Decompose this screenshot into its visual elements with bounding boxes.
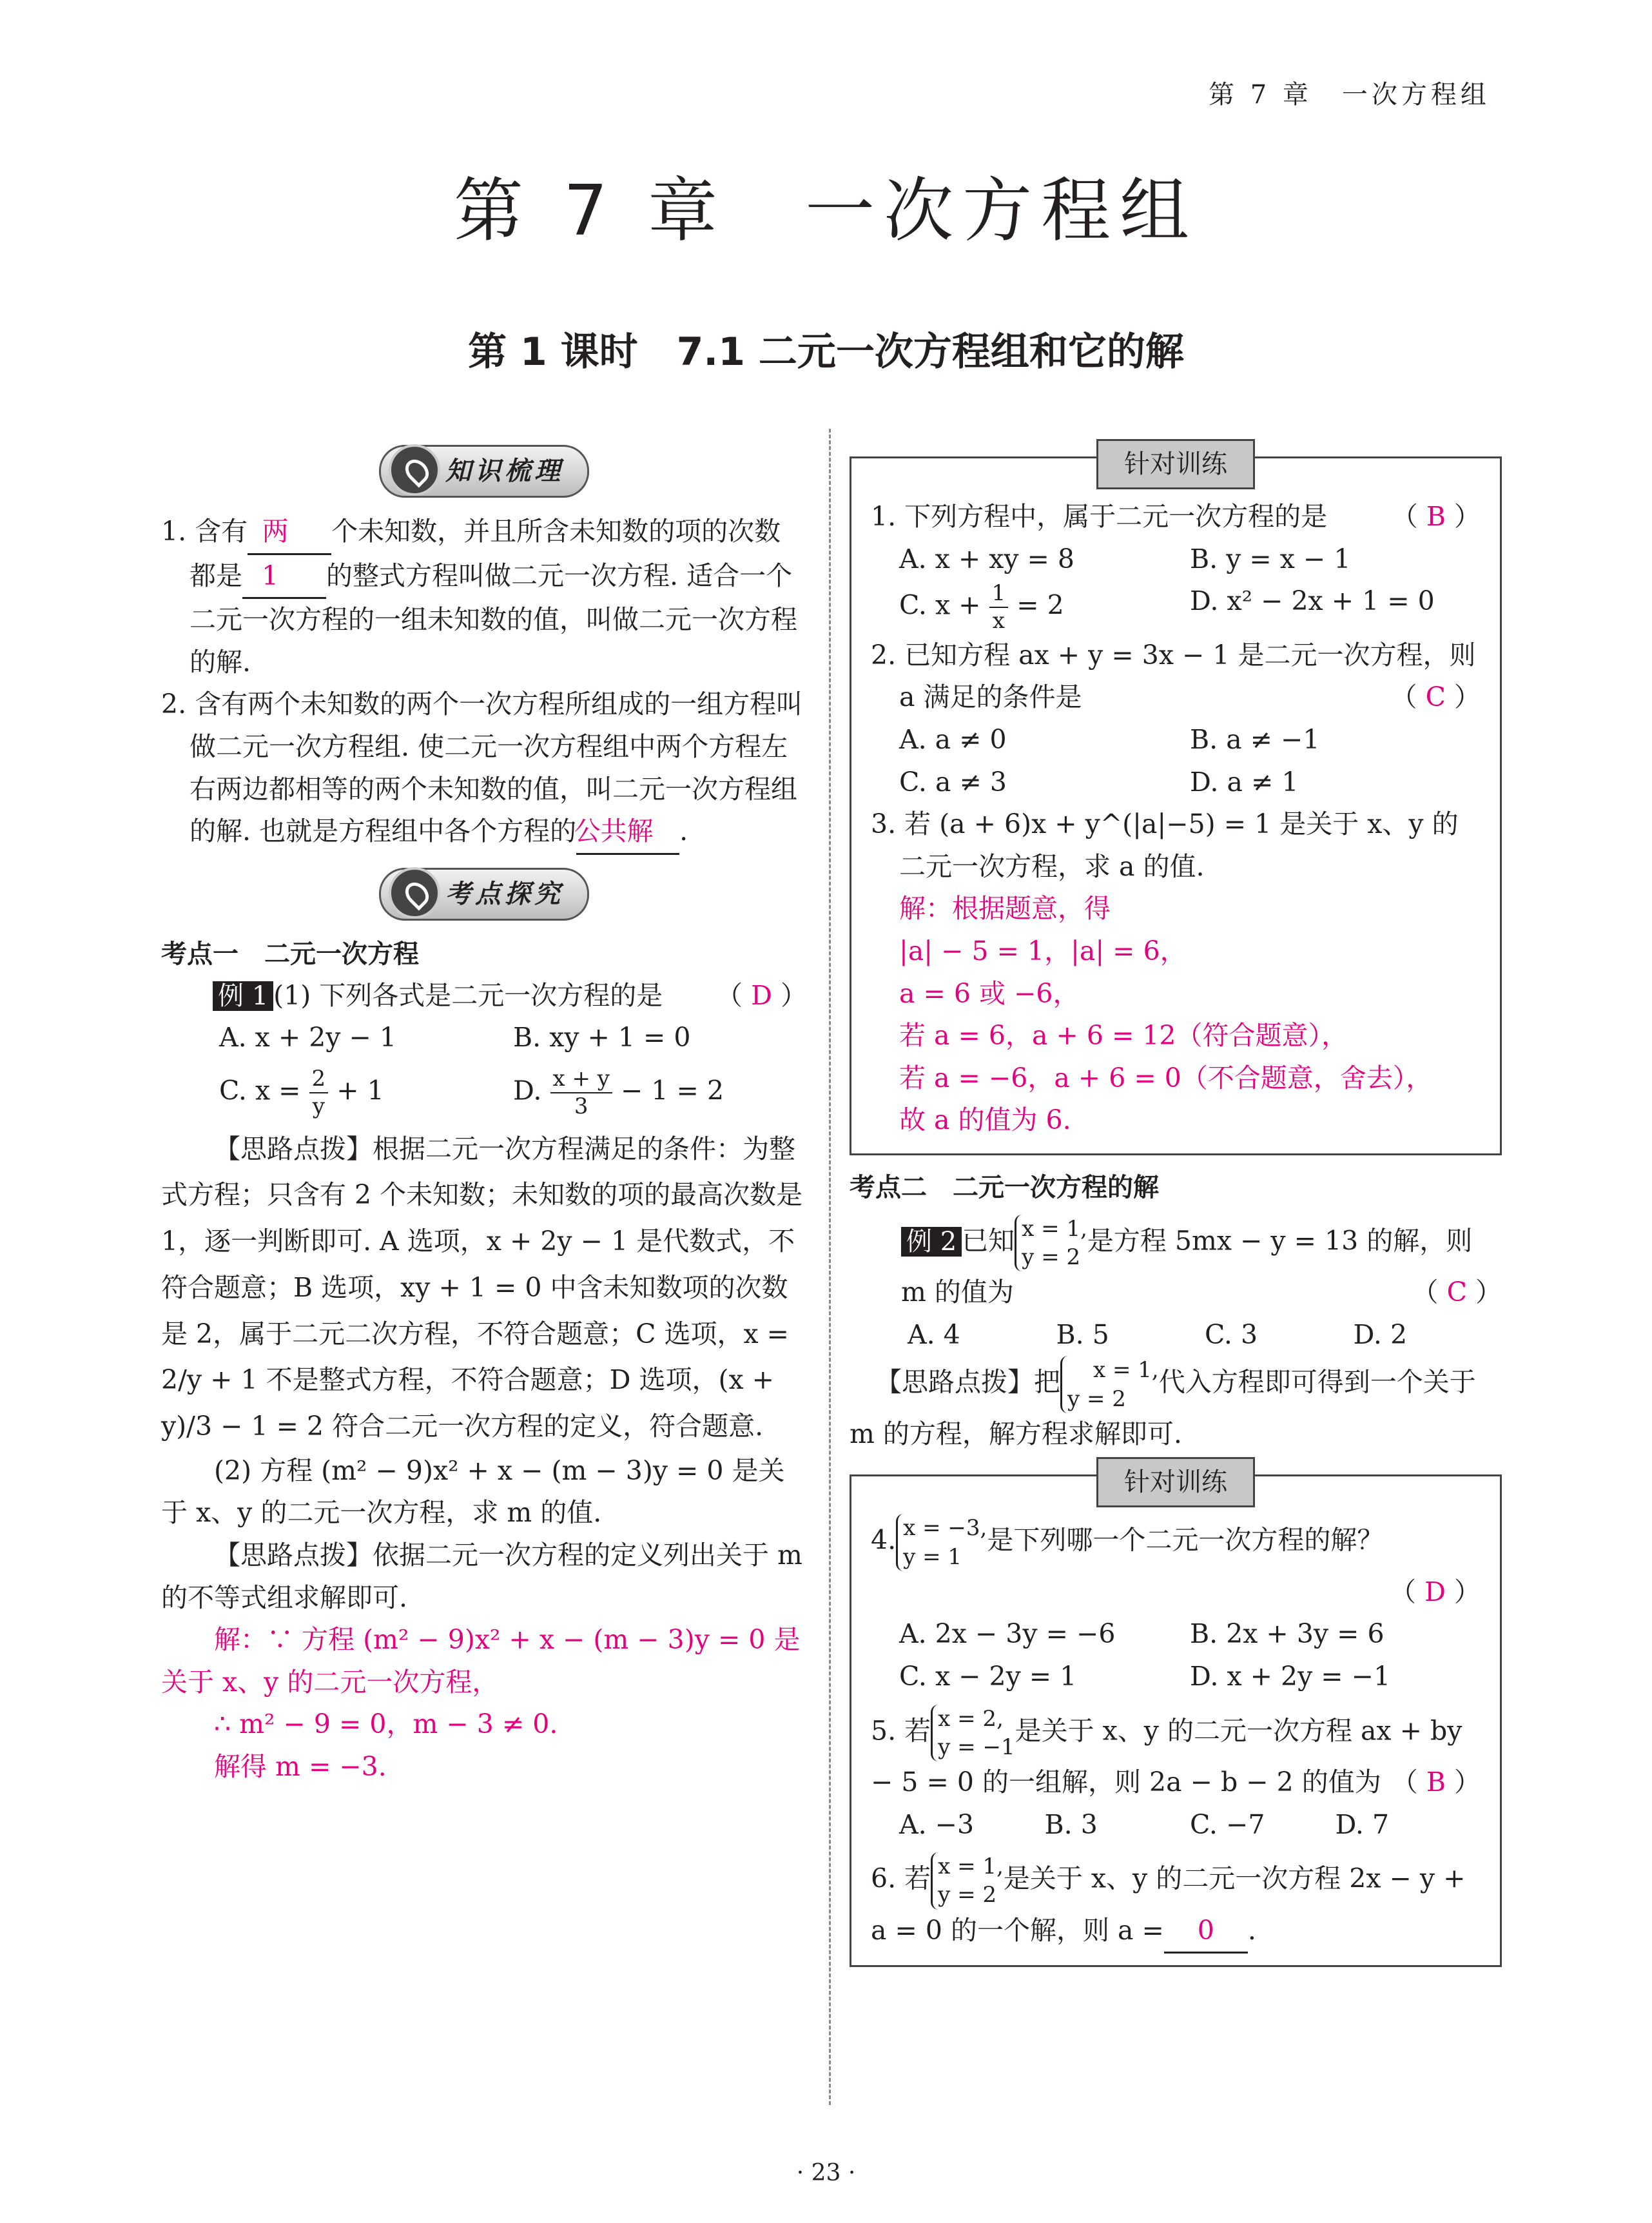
t1-q2-option-b: B. a ≠ −1 bbox=[1190, 723, 1320, 755]
opt-d-num: x + y bbox=[550, 1066, 613, 1093]
example1-hint: 【思路点拨】根据二元一次方程满足的条件：为整式方程；只含有 2 个未知数；未知数的项的最高次数是 1，逐一判断即可. A 选项，x + 2y − 1 是代数式，不符合题意；B 选项，xy + 1 = 0 中含未知数项的次数是 2，属于二元二次方程，不符合题意；C 选项，x = 2/y + 1 不是整式方程，不符合题意；D 选项，(x + y)/3 − 1 = 2 符合二元一次方程的定义，符合题意. bbox=[161, 1133, 803, 1442]
example1-question bbox=[161, 975, 807, 1017]
location-pin-icon bbox=[389, 444, 440, 496]
k1-blank-1: 两 bbox=[248, 511, 331, 555]
explore-badge-row bbox=[161, 868, 807, 921]
example1-options-ab bbox=[161, 1017, 807, 1059]
example1-solution-2: ∴ m² − 9 = 0，m − 3 ≠ 0. bbox=[214, 1709, 558, 1740]
t2-q5-option-b: B. 3 bbox=[1044, 1808, 1098, 1840]
kaodian2-heading: 考点二 二元一次方程的解 bbox=[850, 1172, 1159, 1202]
t2-q5-option-a: A. −3 bbox=[899, 1808, 975, 1840]
example2-answer: （ C ） bbox=[1412, 1277, 1502, 1308]
opt-d-post: − 1 = 2 bbox=[621, 1075, 724, 1106]
magnifier-icon bbox=[389, 867, 440, 919]
knowledge-item-2 bbox=[161, 683, 807, 854]
column-divider bbox=[829, 429, 831, 2105]
opt-c-pre: C. x = bbox=[219, 1075, 301, 1106]
t1-q2-option-a: A. a ≠ 0 bbox=[899, 723, 1007, 755]
t1-c-fraction bbox=[989, 580, 1009, 634]
t2-q5-option-c: C. −7 bbox=[1190, 1808, 1265, 1840]
example2-hint-pre: 【思路点拨】把 bbox=[875, 1367, 1060, 1398]
opt-c-den: y bbox=[312, 1093, 325, 1119]
t1-c-den: x bbox=[992, 607, 1005, 634]
t1-q1-options-ab bbox=[871, 538, 1481, 581]
t2-q4-option-d: D. x + 2y = −1 bbox=[1190, 1661, 1391, 1692]
opt-c-post: + 1 bbox=[336, 1075, 384, 1106]
opt-c-num: 2 bbox=[309, 1066, 329, 1093]
t2-q5 bbox=[871, 1705, 1481, 1804]
t1-c-num: 1 bbox=[989, 580, 1009, 608]
example2-option-d: D. 2 bbox=[1353, 1318, 1408, 1350]
t2-q4-option-b: B. 2x + 3y = 6 bbox=[1190, 1618, 1385, 1650]
example1-option-a: A. x + 2y − 1 bbox=[219, 1022, 396, 1053]
t1-sol-3: a = 6 或 −6， bbox=[899, 977, 1080, 1009]
t1-sol-5: 若 a = −6，a + 6 = 0（不合题意，舍去）， bbox=[899, 1062, 1433, 1093]
t1-q1-option-c bbox=[899, 580, 1190, 634]
t2-q4 bbox=[871, 1514, 1481, 1571]
t1-q1-text: 1. 下列方程中，属于二元一次方程的是 bbox=[871, 501, 1328, 532]
k1-blank-2: 1 bbox=[242, 555, 326, 600]
left-column bbox=[161, 432, 807, 1788]
t1-q2-options-ab bbox=[871, 719, 1481, 761]
t2-q5-answer: （ B ） bbox=[1391, 1766, 1481, 1797]
t2-q5-sys-2: y = −1 bbox=[938, 1734, 1015, 1760]
t1-sol-2: |a| − 5 = 1，|a| = 6， bbox=[899, 935, 1187, 966]
k2-blank: 公共解 bbox=[576, 810, 679, 855]
example1-answer: （ D ） bbox=[716, 979, 807, 1011]
example2-post: 是方程 5mx − y = 13 的解，则 m 的值为 bbox=[901, 1225, 1473, 1308]
t2-q4-post: 是下列哪一个二元一次方程的解？ bbox=[987, 1525, 1384, 1556]
example1-q2: (2) 方程 (m² − 9)x² + x − (m − 3)y = 0 是关于 x、y 的二元一次方程，求 m 的值. bbox=[161, 1454, 785, 1529]
knowledge-badge bbox=[379, 445, 589, 498]
k1-text-a: 1. 含有 bbox=[161, 516, 248, 547]
t1-q1-option-d: D. x² − 2x + 1 = 0 bbox=[1190, 585, 1435, 617]
example2-hint-sys-2: y = 2 bbox=[1067, 1386, 1126, 1412]
t1-q2-options-cd bbox=[871, 761, 1481, 804]
t2-q6-end: . bbox=[1247, 1914, 1256, 1946]
t2-q4-options-cd bbox=[871, 1656, 1481, 1698]
page-number: · 23 · bbox=[796, 2160, 856, 2186]
k1-text-b: 个未知数，并且所含未知数的项的次数都是 bbox=[189, 516, 781, 591]
t1-q1-options-cd bbox=[871, 580, 1481, 634]
explore-badge bbox=[379, 868, 589, 921]
t1-sol-6: 故 a 的值为 6. bbox=[899, 1104, 1071, 1136]
example2-label: 例 2 bbox=[901, 1227, 962, 1257]
t2-q5-system bbox=[931, 1705, 1015, 1761]
running-header: 第 7 章 一次方程组 bbox=[1209, 80, 1490, 110]
t2-q5-answer-value: B bbox=[1426, 1766, 1446, 1797]
t2-q5-option-d: D. 7 bbox=[1335, 1808, 1390, 1840]
example2-sys-1: x = 1, bbox=[1022, 1215, 1087, 1242]
knowledge-badge-label: 知识梳理 bbox=[445, 456, 564, 486]
kaodian1-heading: 考点一 二元一次方程 bbox=[161, 939, 419, 969]
t2-q4-option-c: C. x − 2y = 1 bbox=[899, 1661, 1077, 1692]
example1-solution-3: 解得 m = −3. bbox=[214, 1750, 387, 1782]
opt-d-den: 3 bbox=[574, 1093, 588, 1119]
example2-hint-system bbox=[1060, 1356, 1159, 1413]
t2-q6-sys-2: y = 2 bbox=[938, 1882, 997, 1908]
t2-q6 bbox=[871, 1852, 1481, 1954]
example2-hint-sys-1: x = 1, bbox=[1093, 1357, 1159, 1384]
training-tag-2: 针对训练 bbox=[1096, 1457, 1255, 1507]
t2-q4-sys-1: x = −3, bbox=[903, 1515, 987, 1542]
example1-label: 例 1 bbox=[213, 981, 273, 1011]
lesson-title: 第 1 课时 7.1 二元一次方程组和它的解 bbox=[468, 329, 1184, 375]
example2-pre: 已知 bbox=[962, 1225, 1015, 1257]
t2-q6-sys-1: x = 1, bbox=[938, 1854, 1004, 1880]
t2-q5-options bbox=[871, 1804, 1481, 1846]
training-box-2 bbox=[850, 1467, 1502, 1967]
example1-hint2: 【思路点拨】依据二元一次方程的定义列出关于 m 的不等式组求解即可. bbox=[161, 1539, 802, 1613]
t2-q4-option-a: A. 2x − 3y = −6 bbox=[899, 1618, 1116, 1650]
t2-q4-answer: （ D ） bbox=[1390, 1576, 1481, 1607]
example1-option-c bbox=[219, 1066, 513, 1120]
example2-sys-2: y = 2 bbox=[1022, 1244, 1081, 1271]
example1-q1: (1) 下列各式是二元一次方程的是 bbox=[273, 979, 663, 1011]
t1-q1 bbox=[871, 496, 1481, 538]
t2-q4-answer-value: D bbox=[1424, 1576, 1446, 1607]
t2-q4-sys-2: y = 1 bbox=[903, 1543, 962, 1570]
t2-q4-options-ab bbox=[871, 1613, 1481, 1656]
t1-q1-answer: （ B ） bbox=[1391, 501, 1481, 532]
t1-q3: 3. 若 (a + 6)x + y^(|a|−5) = 1 是关于 x、y 的二元一次方程，求 a 的值. bbox=[871, 808, 1459, 882]
example1-answer-value: D bbox=[751, 979, 772, 1011]
right-column bbox=[850, 449, 1502, 1967]
k2-text: 2. 含有两个未知数的两个一次方程所组成的一组方程叫做二元一次方程组. 使二元一次方程组中两个方程左右两边都相等的两个未知数的值，叫二元一次方程组的解. 也就是方程组中各个方程的 bbox=[161, 689, 803, 847]
t1-q2-answer: （ C ） bbox=[1390, 681, 1481, 713]
t1-q2-answer-value: C bbox=[1425, 681, 1446, 713]
example1-option-b: B. xy + 1 = 0 bbox=[513, 1022, 691, 1053]
t1-q2-option-c: C. a ≠ 3 bbox=[899, 766, 1007, 798]
t2-q5-post: 是关于 x、y 的二元一次方程 ax + by − 5 = 0 的一组解，则 2a − b − 2 的值为 bbox=[871, 1715, 1463, 1797]
t1-q2 bbox=[871, 634, 1481, 719]
t2-q6-pre: 6. 若 bbox=[871, 1863, 931, 1894]
t2-q4-pre: 4. bbox=[871, 1525, 897, 1556]
knowledge-badge-row bbox=[161, 445, 807, 498]
opt-d-pre: D. bbox=[513, 1075, 542, 1106]
t1-c-post: = 2 bbox=[1016, 589, 1064, 621]
knowledge-item-1 bbox=[161, 511, 807, 683]
opt-d-fraction bbox=[550, 1066, 613, 1120]
example2-answer-value: C bbox=[1446, 1277, 1467, 1308]
t1-q2-option-d: D. a ≠ 1 bbox=[1190, 766, 1299, 798]
t2-q5-sys-1: x = 2, bbox=[938, 1705, 1004, 1732]
t1-sol-4: 若 a = 6，a + 6 = 12（符合题意）， bbox=[899, 1020, 1348, 1052]
k1-text-c: 的整式方程叫做二元一次方程. 适合一个二元一次方程的一组未知数的值，叫做二元一次方程的解. bbox=[189, 560, 797, 678]
example2-hint bbox=[850, 1356, 1502, 1455]
t1-q2-text: 2. 已知方程 ax + y = 3x − 1 是二元一次方程，则 a 满足的条件是 bbox=[871, 639, 1476, 713]
t2-q6-post: 是关于 x、y 的二元一次方程 2x − y + a = 0 的一个解，则 a = bbox=[871, 1863, 1466, 1946]
training-tag-1: 针对训练 bbox=[1096, 439, 1255, 489]
example2-option-b: B. 5 bbox=[1056, 1318, 1109, 1350]
t1-q1-option-b: B. y = x − 1 bbox=[1190, 543, 1351, 574]
chapter-title: 第 7 章 一次方程组 bbox=[453, 171, 1199, 251]
example2-option-a: A. 4 bbox=[908, 1318, 960, 1350]
example2-option-c: C. 3 bbox=[1205, 1318, 1258, 1350]
example2-options bbox=[850, 1314, 1502, 1356]
t2-q6-blank: 0 bbox=[1164, 1910, 1248, 1954]
example2-hint-post: 代入方程即可得到一个关于 m 的方程，解方程求解即可. bbox=[850, 1367, 1476, 1449]
example2-question bbox=[850, 1215, 1502, 1314]
t1-q1-answer-value: B bbox=[1426, 501, 1446, 532]
k2-end: . bbox=[679, 816, 688, 847]
explore-badge-label: 考点探究 bbox=[445, 878, 564, 909]
t1-c-pre: C. x + bbox=[899, 589, 981, 621]
t2-q6-system bbox=[931, 1852, 1004, 1909]
example1-option-d bbox=[513, 1066, 807, 1120]
t1-sol-1: 解：根据题意，得 bbox=[899, 893, 1111, 925]
training-box-1 bbox=[850, 449, 1502, 1155]
t2-q4-system bbox=[896, 1514, 987, 1571]
example1-solution-1: 解：∵ 方程 (m² − 9)x² + x − (m − 3)y = 0 是关于 x、y 的二元一次方程， bbox=[161, 1624, 801, 1698]
t1-q1-option-a: A. x + xy = 8 bbox=[899, 543, 1075, 574]
opt-c-fraction bbox=[309, 1066, 329, 1120]
t2-q5-pre: 5. 若 bbox=[871, 1715, 931, 1747]
example1-options-cd bbox=[161, 1066, 807, 1120]
example2-system bbox=[1015, 1215, 1087, 1271]
